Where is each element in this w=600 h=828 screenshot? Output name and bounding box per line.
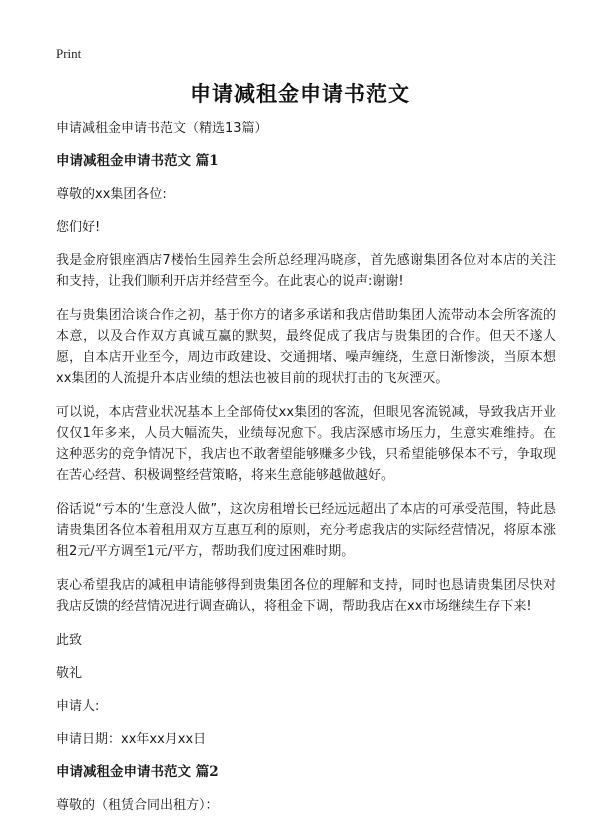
document-subtitle: 申请减租金申请书范文（精选13篇） [56, 121, 268, 136]
closing-line: 此致 [56, 633, 83, 648]
applicant-line: 申请人: [56, 699, 100, 714]
salutation-2: 尊敬的（租赁合同出租方）： [56, 798, 219, 813]
section-2-heading: 申请减租金申请书范文 篇2 [56, 764, 219, 780]
page-title: 申请减租金申请书范文 [190, 82, 410, 106]
section-1-heading: 申请减租金申请书范文 篇1 [56, 153, 219, 169]
print-link[interactable]: Print [56, 46, 82, 61]
paragraph: 俗话说“亏本的‘生意没人做”，这次房租增长已经远远超出了本店的可承受范围，特此恳请贵集团各位本着租用双方互惠互利的原则，充分考虑我店的实际经营情况，将原本涨租2元/平方调至1元/平方，帮助我们度过困难时期。 [56, 502, 556, 559]
date-line: 申请日期：xx年xx月xx日 [56, 732, 207, 747]
respect-line: 敬礼 [56, 666, 83, 681]
document-body [56, 118, 556, 828]
salutation: 尊敬的xx集团各位: [56, 187, 167, 202]
greeting: 您们好! [56, 220, 101, 235]
paragraph: 衷心希望我店的减租申请能够得到贵集团各位的理解和支持，同时也恳请贵集团尽快对我店反馈的经营情况进行调查确认，将租金下调，帮助我店在xx市场继续生存下来! [56, 578, 556, 614]
paragraph: 在与贵集团洽谈合作之初，基于你方的诸多承诺和我店借助集团人流带动本会所客流的本意，以及合作双方真诚互赢的默契，最终促成了我店与贵集团的合作。但天不遂人愿，自本店开业至今，周边市政建设、交通拥堵、噪声缠绕，生意日渐惨淡，当原本想xx集团的人流提升本店业绩的想法也被目前的现状打击的飞灰湮灭。 [56, 308, 556, 386]
paragraph: 可以说，本店营业状况基本上全部倚仗xx集团的客流，但眼见客流锐减，导致我店开业仅仅1年多来，人员大幅流失，业绩每况愈下。我店深感市场压力，生意实难维持。在这种恶劣的竞争情况下，我店也不敢奢望能够赚多少钱，只希望能够保本不亏，争取现在苦心经营、积极调整经营策略，将来生意能够越做越好。 [56, 405, 556, 483]
paragraph: 我是金府银座酒店7楼怡生园养生会所总经理冯晓彦，首先感谢集团各位对本店的关注和支持，让我们顺利开店并经营至今。在此衷心的说声:谢谢! [56, 253, 556, 289]
